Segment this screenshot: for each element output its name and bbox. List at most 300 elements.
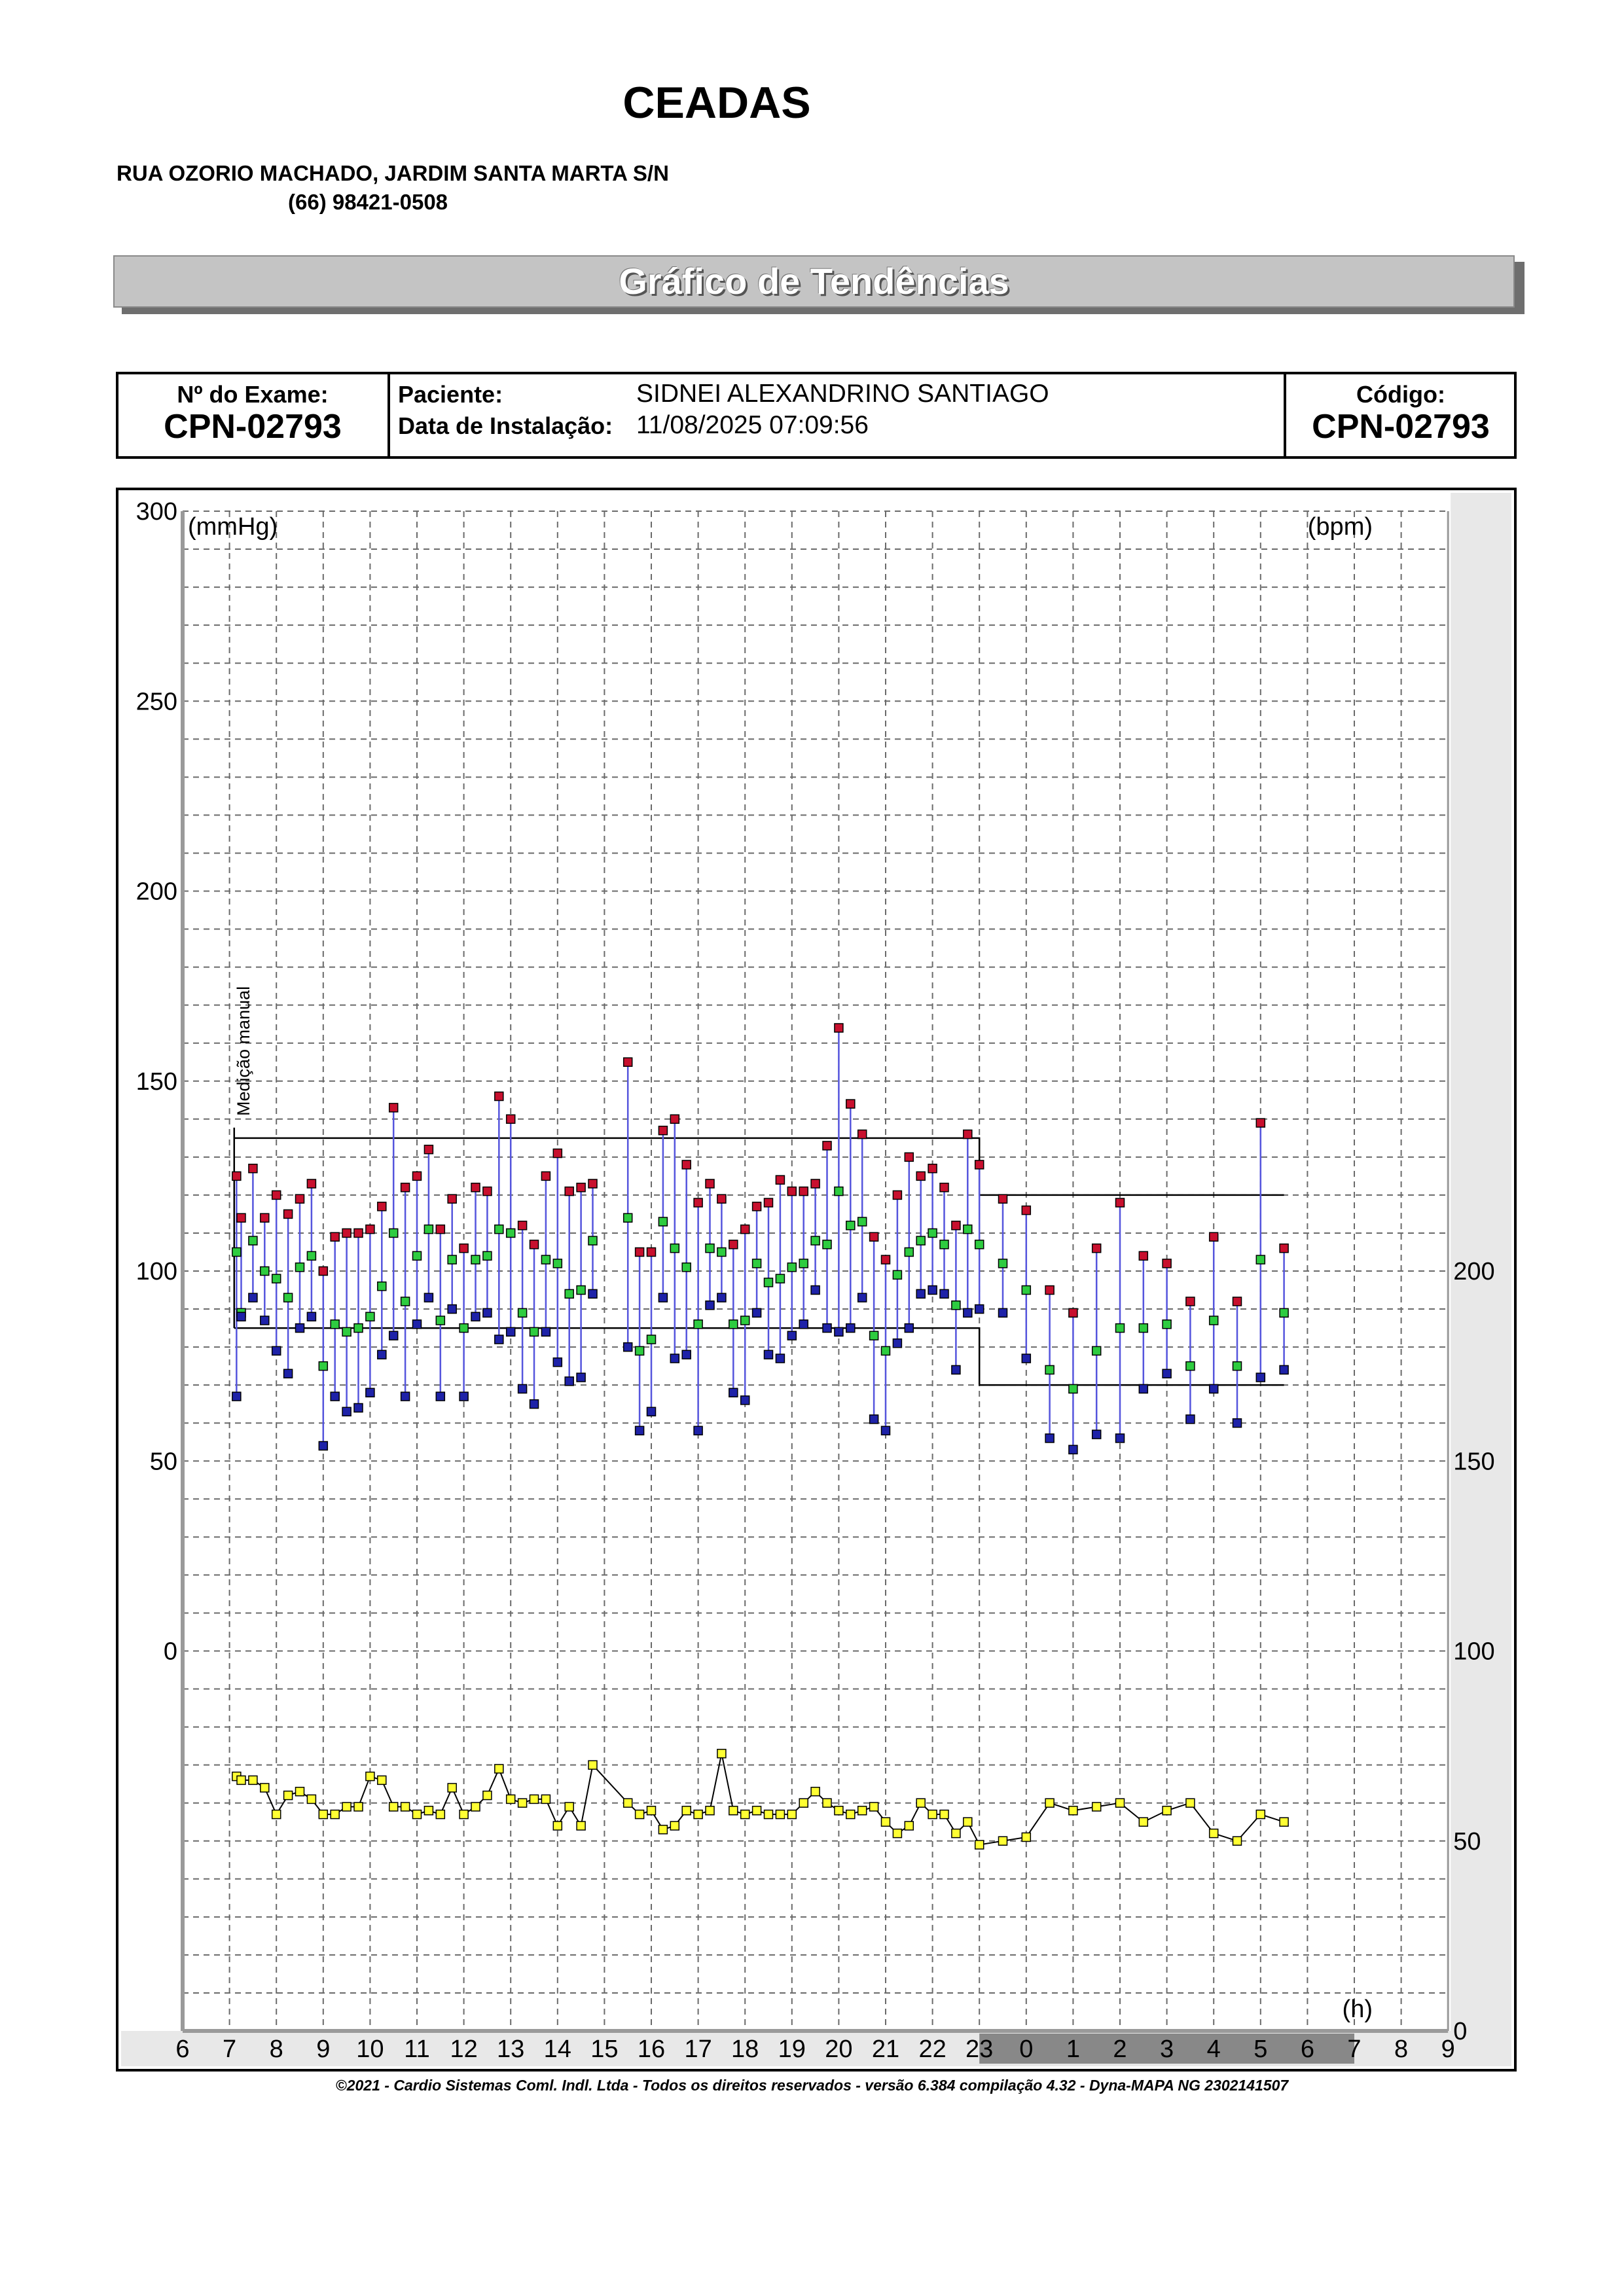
heart-rate-point bbox=[835, 1806, 843, 1815]
right-tick-label: 50 bbox=[1453, 1827, 1481, 1856]
diastolic-point bbox=[741, 1396, 749, 1405]
mean-point bbox=[706, 1244, 714, 1253]
x-tick-label: 5 bbox=[1254, 2036, 1268, 2063]
x-tick-label: 19 bbox=[778, 2036, 806, 2063]
diastolic-point bbox=[577, 1373, 585, 1382]
heart-rate-point bbox=[507, 1795, 515, 1803]
mean-point bbox=[1092, 1346, 1101, 1355]
systolic-point bbox=[636, 1247, 644, 1256]
systolic-point bbox=[846, 1100, 855, 1108]
heart-rate-point bbox=[401, 1803, 410, 1811]
heart-rate-point bbox=[636, 1810, 644, 1819]
mean-point bbox=[507, 1229, 515, 1237]
systolic-point bbox=[1022, 1206, 1030, 1215]
systolic-point bbox=[964, 1130, 972, 1139]
heart-rate-point bbox=[940, 1810, 948, 1819]
heart-rate-point bbox=[823, 1799, 831, 1807]
heart-rate-point bbox=[787, 1810, 796, 1819]
mean-point bbox=[823, 1240, 831, 1249]
diastolic-point bbox=[964, 1308, 972, 1317]
mean-point bbox=[799, 1259, 808, 1268]
systolic-point bbox=[436, 1225, 444, 1234]
mean-point bbox=[682, 1263, 691, 1272]
heart-rate-point bbox=[553, 1821, 562, 1830]
systolic-point bbox=[916, 1172, 925, 1180]
mean-point bbox=[232, 1247, 241, 1256]
heart-rate-point bbox=[1045, 1799, 1054, 1807]
mean-point bbox=[975, 1240, 984, 1249]
left-unit-label: (mmHg) bbox=[188, 513, 278, 541]
systolic-point bbox=[319, 1267, 327, 1276]
systolic-point bbox=[413, 1172, 422, 1180]
heart-rate-point bbox=[424, 1806, 433, 1815]
heart-rate-point bbox=[354, 1803, 363, 1811]
mean-point bbox=[624, 1213, 632, 1222]
mean-point bbox=[670, 1244, 679, 1253]
diastolic-point bbox=[1069, 1445, 1077, 1454]
diastolic-point bbox=[1186, 1415, 1195, 1424]
heart-rate-point bbox=[1092, 1803, 1101, 1811]
systolic-point bbox=[389, 1103, 398, 1112]
systolic-point bbox=[1116, 1198, 1125, 1207]
diastolic-point bbox=[1022, 1354, 1030, 1363]
diastolic-point bbox=[659, 1293, 667, 1302]
systolic-point bbox=[823, 1141, 831, 1150]
heart-rate-point bbox=[389, 1803, 398, 1811]
mean-point bbox=[424, 1225, 433, 1234]
x-tick-label: 11 bbox=[404, 2036, 430, 2063]
right-tick-label: 200 bbox=[1453, 1258, 1495, 1285]
systolic-point bbox=[331, 1232, 339, 1241]
diastolic-point bbox=[319, 1442, 327, 1450]
systolic-point bbox=[577, 1183, 585, 1192]
systolic-point bbox=[448, 1194, 456, 1203]
heart-rate-point bbox=[471, 1803, 480, 1811]
install-date-label: Data de Instalação: bbox=[398, 412, 613, 439]
mean-point bbox=[882, 1346, 890, 1355]
diastolic-point bbox=[436, 1392, 444, 1401]
heart-rate-point bbox=[1022, 1833, 1030, 1841]
clinic-phone: (66) 98421-0508 bbox=[288, 190, 448, 214]
systolic-point bbox=[870, 1232, 878, 1241]
mean-point bbox=[401, 1297, 410, 1306]
mean-point bbox=[717, 1247, 726, 1256]
diastolic-point bbox=[999, 1308, 1007, 1317]
systolic-point bbox=[424, 1145, 433, 1154]
heart-rate-point bbox=[1256, 1810, 1265, 1819]
mean-point bbox=[366, 1312, 374, 1321]
systolic-point bbox=[694, 1198, 702, 1207]
x-tick-label: 8 bbox=[269, 2036, 283, 2063]
heart-rate-point bbox=[588, 1761, 597, 1769]
heart-rate-point bbox=[882, 1818, 890, 1826]
x-unit-label: (h) bbox=[1342, 1996, 1373, 2023]
mean-point bbox=[765, 1278, 773, 1287]
left-tick-label: 50 bbox=[149, 1448, 177, 1476]
exam-number: CPN-02793 bbox=[164, 408, 342, 446]
left-tick-label: 250 bbox=[135, 688, 177, 716]
x-tick-label: 13 bbox=[497, 2036, 525, 2063]
heart-rate-point bbox=[1116, 1799, 1125, 1807]
diastolic-point bbox=[670, 1354, 679, 1363]
heart-rate-point bbox=[460, 1810, 468, 1819]
diastolic-point bbox=[541, 1327, 550, 1336]
systolic-point bbox=[518, 1221, 527, 1230]
diastolic-point bbox=[952, 1365, 960, 1374]
left-tick-label: 0 bbox=[163, 1638, 177, 1666]
systolic-point bbox=[495, 1092, 503, 1100]
diastolic-point bbox=[928, 1286, 937, 1295]
systolic-point bbox=[787, 1187, 796, 1196]
x-tick-label: 2 bbox=[1113, 2036, 1127, 2063]
diastolic-point bbox=[507, 1327, 515, 1336]
diastolic-point bbox=[307, 1312, 316, 1321]
heart-rate-point bbox=[342, 1803, 351, 1811]
systolic-point bbox=[541, 1172, 550, 1180]
mean-point bbox=[354, 1324, 363, 1333]
systolic-point bbox=[999, 1194, 1007, 1203]
left-tick-label: 100 bbox=[135, 1258, 177, 1285]
mean-point bbox=[249, 1236, 257, 1245]
left-tick-label: 300 bbox=[135, 498, 177, 526]
diastolic-point bbox=[624, 1343, 632, 1352]
heart-rate-point bbox=[624, 1799, 632, 1807]
heart-rate-point bbox=[366, 1772, 374, 1781]
diastolic-point bbox=[553, 1358, 562, 1367]
diastolic-point bbox=[835, 1327, 843, 1336]
heart-rate-point bbox=[776, 1810, 784, 1819]
trend-chart bbox=[116, 488, 1517, 2072]
diastolic-point bbox=[354, 1403, 363, 1412]
systolic-point bbox=[507, 1115, 515, 1123]
mean-point bbox=[1069, 1384, 1077, 1393]
mean-point bbox=[577, 1286, 585, 1295]
mean-point bbox=[378, 1282, 386, 1291]
mean-point bbox=[893, 1270, 901, 1279]
systolic-point bbox=[1256, 1119, 1265, 1127]
systolic-point bbox=[624, 1058, 632, 1066]
x-tick-label: 8 bbox=[1394, 2036, 1409, 2063]
heart-rate-point bbox=[284, 1791, 293, 1800]
x-tick-label: 9 bbox=[1441, 2036, 1455, 2063]
diastolic-point bbox=[565, 1377, 573, 1386]
systolic-point bbox=[659, 1126, 667, 1135]
x-tick-label: 0 bbox=[1019, 2036, 1034, 2063]
diastolic-point bbox=[1045, 1434, 1054, 1443]
systolic-point bbox=[741, 1225, 749, 1234]
diastolic-point bbox=[916, 1289, 925, 1298]
mean-point bbox=[940, 1240, 948, 1249]
mean-point bbox=[296, 1263, 304, 1272]
diastolic-point bbox=[846, 1324, 855, 1333]
left-tick-label: 200 bbox=[135, 878, 177, 906]
mean-point bbox=[1163, 1320, 1171, 1329]
right-tick-label: 150 bbox=[1453, 1448, 1495, 1476]
mean-point bbox=[565, 1289, 573, 1298]
systolic-point bbox=[1186, 1297, 1195, 1306]
systolic-point bbox=[1092, 1244, 1101, 1253]
report-title: Gráfico de Tendências bbox=[619, 260, 1009, 302]
x-tick-label: 20 bbox=[825, 2036, 853, 2063]
clinic-address: RUA OZORIO MACHADO, JARDIM SANTA MARTA S/N bbox=[117, 161, 669, 185]
code: CPN-02793 bbox=[1312, 408, 1490, 446]
heart-rate-point bbox=[272, 1810, 281, 1819]
systolic-point bbox=[483, 1187, 492, 1196]
systolic-point bbox=[232, 1172, 241, 1180]
manual-measurement-annotation: Medição manual bbox=[234, 986, 253, 1116]
heart-rate-point bbox=[682, 1806, 691, 1815]
x-tick-label: 1 bbox=[1066, 2036, 1080, 2063]
mean-point bbox=[776, 1274, 784, 1283]
systolic-point bbox=[401, 1183, 410, 1192]
diastolic-point bbox=[823, 1324, 831, 1333]
systolic-point bbox=[307, 1179, 316, 1188]
systolic-point bbox=[1163, 1259, 1171, 1268]
install-date: 11/08/2025 07:09:56 bbox=[636, 411, 869, 439]
systolic-point bbox=[378, 1202, 386, 1211]
diastolic-point bbox=[331, 1392, 339, 1401]
x-tick-label: 22 bbox=[918, 2036, 947, 2063]
mean-point bbox=[436, 1316, 444, 1325]
systolic-point bbox=[1045, 1286, 1054, 1295]
code-label: Código: bbox=[1356, 381, 1445, 408]
clinic-name: CEADAS bbox=[623, 78, 811, 128]
mean-point bbox=[588, 1236, 597, 1245]
right-tick-label: 0 bbox=[1453, 2018, 1468, 2045]
heart-rate-point bbox=[331, 1810, 339, 1819]
diastolic-point bbox=[870, 1415, 878, 1424]
mean-point bbox=[916, 1236, 925, 1245]
diastolic-point bbox=[753, 1308, 761, 1317]
x-tick-label: 23 bbox=[965, 2036, 994, 2063]
mean-point bbox=[541, 1255, 550, 1264]
chart-frame bbox=[117, 489, 1515, 2070]
heart-rate-point bbox=[928, 1810, 937, 1819]
heart-rate-point bbox=[530, 1795, 539, 1803]
systolic-point bbox=[296, 1194, 304, 1203]
x-tick-label: 10 bbox=[356, 2036, 384, 2063]
heart-rate-point bbox=[541, 1795, 550, 1803]
heart-rate-point bbox=[916, 1799, 925, 1807]
x-tick-label: 17 bbox=[684, 2036, 712, 2063]
diastolic-point bbox=[296, 1324, 304, 1333]
heart-rate-point bbox=[706, 1806, 714, 1815]
systolic-point bbox=[366, 1225, 374, 1234]
mean-point bbox=[964, 1225, 972, 1234]
systolic-point bbox=[940, 1183, 948, 1192]
systolic-point bbox=[776, 1175, 784, 1184]
systolic-point bbox=[975, 1160, 984, 1169]
diastolic-point bbox=[1139, 1384, 1147, 1393]
heart-rate-point bbox=[518, 1799, 527, 1807]
mean-point bbox=[495, 1225, 503, 1234]
x-tick-label: 6 bbox=[1300, 2036, 1314, 2063]
x-tick-label: 16 bbox=[637, 2036, 666, 2063]
systolic-point bbox=[1069, 1308, 1077, 1317]
mean-point bbox=[928, 1229, 937, 1237]
diastolic-point bbox=[401, 1392, 410, 1401]
heart-rate-point bbox=[378, 1776, 386, 1784]
mean-point bbox=[753, 1259, 761, 1268]
diastolic-point bbox=[787, 1331, 796, 1340]
diastolic-point bbox=[424, 1293, 433, 1302]
systolic-point bbox=[647, 1247, 656, 1256]
mean-point bbox=[636, 1346, 644, 1355]
mean-point bbox=[846, 1221, 855, 1230]
diastolic-point bbox=[530, 1400, 539, 1408]
mean-point bbox=[319, 1362, 327, 1371]
systolic-point bbox=[249, 1164, 257, 1173]
diastolic-point bbox=[1210, 1384, 1218, 1393]
x-tick-label: 21 bbox=[871, 2036, 900, 2063]
mean-point bbox=[460, 1324, 468, 1333]
diastolic-point bbox=[647, 1407, 656, 1416]
diastolic-point bbox=[882, 1426, 890, 1435]
diastolic-point bbox=[448, 1305, 456, 1314]
diastolic-point bbox=[811, 1286, 820, 1295]
systolic-point bbox=[354, 1229, 363, 1237]
systolic-point bbox=[682, 1160, 691, 1169]
diastolic-point bbox=[765, 1350, 773, 1359]
mean-point bbox=[1233, 1362, 1242, 1371]
heart-rate-point bbox=[717, 1749, 726, 1758]
heart-rate-point bbox=[436, 1810, 444, 1819]
diastolic-point bbox=[284, 1369, 293, 1378]
heart-rate-point bbox=[729, 1806, 738, 1815]
mean-point bbox=[261, 1267, 269, 1276]
systolic-point bbox=[1280, 1244, 1288, 1253]
systolic-point bbox=[588, 1179, 597, 1188]
heart-rate-point bbox=[858, 1806, 867, 1815]
heart-rate-point bbox=[846, 1810, 855, 1819]
diastolic-point bbox=[682, 1350, 691, 1359]
heart-rate-point bbox=[1210, 1829, 1218, 1838]
diastolic-point bbox=[776, 1354, 784, 1363]
systolic-point bbox=[471, 1183, 480, 1192]
mean-point bbox=[647, 1335, 656, 1344]
heart-rate-point bbox=[448, 1784, 456, 1792]
heart-rate-point bbox=[811, 1787, 820, 1796]
systolic-point bbox=[717, 1194, 726, 1203]
mean-point bbox=[952, 1301, 960, 1310]
heart-rate-point bbox=[1069, 1806, 1077, 1815]
systolic-point bbox=[530, 1240, 539, 1249]
heart-rate-point bbox=[307, 1795, 316, 1803]
heart-rate-point bbox=[999, 1837, 1007, 1845]
mean-point bbox=[811, 1236, 820, 1245]
diastolic-point bbox=[1280, 1365, 1288, 1374]
heart-rate-point bbox=[319, 1810, 327, 1819]
systolic-point bbox=[460, 1244, 468, 1253]
diastolic-point bbox=[378, 1350, 386, 1359]
mean-point bbox=[1022, 1286, 1030, 1295]
diastolic-point bbox=[940, 1289, 948, 1298]
systolic-point bbox=[1210, 1232, 1218, 1241]
diastolic-point bbox=[389, 1331, 398, 1340]
mean-point bbox=[858, 1217, 867, 1226]
systolic-point bbox=[706, 1179, 714, 1188]
mean-point bbox=[553, 1259, 562, 1268]
systolic-point bbox=[765, 1198, 773, 1207]
systolic-point bbox=[237, 1213, 245, 1222]
exam-number-label: Nº do Exame: bbox=[177, 381, 329, 408]
mean-point bbox=[530, 1327, 539, 1336]
heart-rate-point bbox=[964, 1818, 972, 1826]
systolic-point bbox=[553, 1149, 562, 1158]
mean-point bbox=[284, 1293, 293, 1302]
x-tick-label: 6 bbox=[175, 2036, 190, 2063]
heart-rate-point bbox=[577, 1821, 585, 1830]
mean-point bbox=[659, 1217, 667, 1226]
diastolic-point bbox=[471, 1312, 480, 1321]
diastolic-point bbox=[706, 1301, 714, 1310]
systolic-point bbox=[565, 1187, 573, 1196]
diastolic-point bbox=[729, 1388, 738, 1397]
mean-point bbox=[835, 1187, 843, 1196]
mean-point bbox=[483, 1251, 492, 1260]
mean-point bbox=[389, 1229, 398, 1237]
heart-rate-point bbox=[296, 1787, 304, 1796]
diastolic-point bbox=[636, 1426, 644, 1435]
systolic-point bbox=[729, 1240, 738, 1249]
mean-point bbox=[307, 1251, 316, 1260]
diastolic-point bbox=[905, 1324, 913, 1333]
x-tick-label: 18 bbox=[731, 2036, 759, 2063]
systolic-point bbox=[272, 1191, 281, 1199]
diastolic-point bbox=[1233, 1419, 1242, 1427]
heart-rate-point bbox=[1186, 1799, 1195, 1807]
diastolic-point bbox=[413, 1320, 422, 1329]
diastolic-point bbox=[249, 1293, 257, 1302]
mean-point bbox=[1210, 1316, 1218, 1325]
diastolic-point bbox=[858, 1293, 867, 1302]
diastolic-point bbox=[588, 1289, 597, 1298]
mean-point bbox=[787, 1263, 796, 1272]
heart-rate-point bbox=[249, 1776, 257, 1784]
x-tick-label: 14 bbox=[543, 2036, 571, 2063]
heart-rate-point bbox=[893, 1829, 901, 1838]
diastolic-point bbox=[232, 1392, 241, 1401]
heart-rate-point bbox=[952, 1829, 960, 1838]
heart-rate-point bbox=[483, 1791, 492, 1800]
heart-rate-point bbox=[647, 1806, 656, 1815]
diastolic-point bbox=[694, 1426, 702, 1435]
info-divider bbox=[388, 372, 390, 459]
heart-rate-point bbox=[1139, 1818, 1147, 1826]
diastolic-point bbox=[975, 1305, 984, 1314]
heart-rate-point bbox=[659, 1825, 667, 1834]
diastolic-point bbox=[1163, 1369, 1171, 1378]
systolic-point bbox=[905, 1153, 913, 1161]
heart-rate-point bbox=[765, 1810, 773, 1819]
heart-rate-point bbox=[1163, 1806, 1171, 1815]
diastolic-point bbox=[342, 1407, 351, 1416]
systolic-point bbox=[952, 1221, 960, 1230]
diastolic-point bbox=[1116, 1434, 1125, 1443]
systolic-point bbox=[753, 1202, 761, 1211]
mean-point bbox=[905, 1247, 913, 1256]
mean-point bbox=[448, 1255, 456, 1264]
diastolic-point bbox=[799, 1320, 808, 1329]
patient-label: Paciente: bbox=[398, 381, 503, 408]
heart-rate-point bbox=[1280, 1818, 1288, 1826]
systolic-point bbox=[893, 1191, 901, 1199]
systolic-point bbox=[799, 1187, 808, 1196]
mean-point bbox=[999, 1259, 1007, 1268]
systolic-point bbox=[1139, 1251, 1147, 1260]
right-unit-label: (bpm) bbox=[1307, 513, 1373, 541]
heart-rate-point bbox=[261, 1784, 269, 1792]
